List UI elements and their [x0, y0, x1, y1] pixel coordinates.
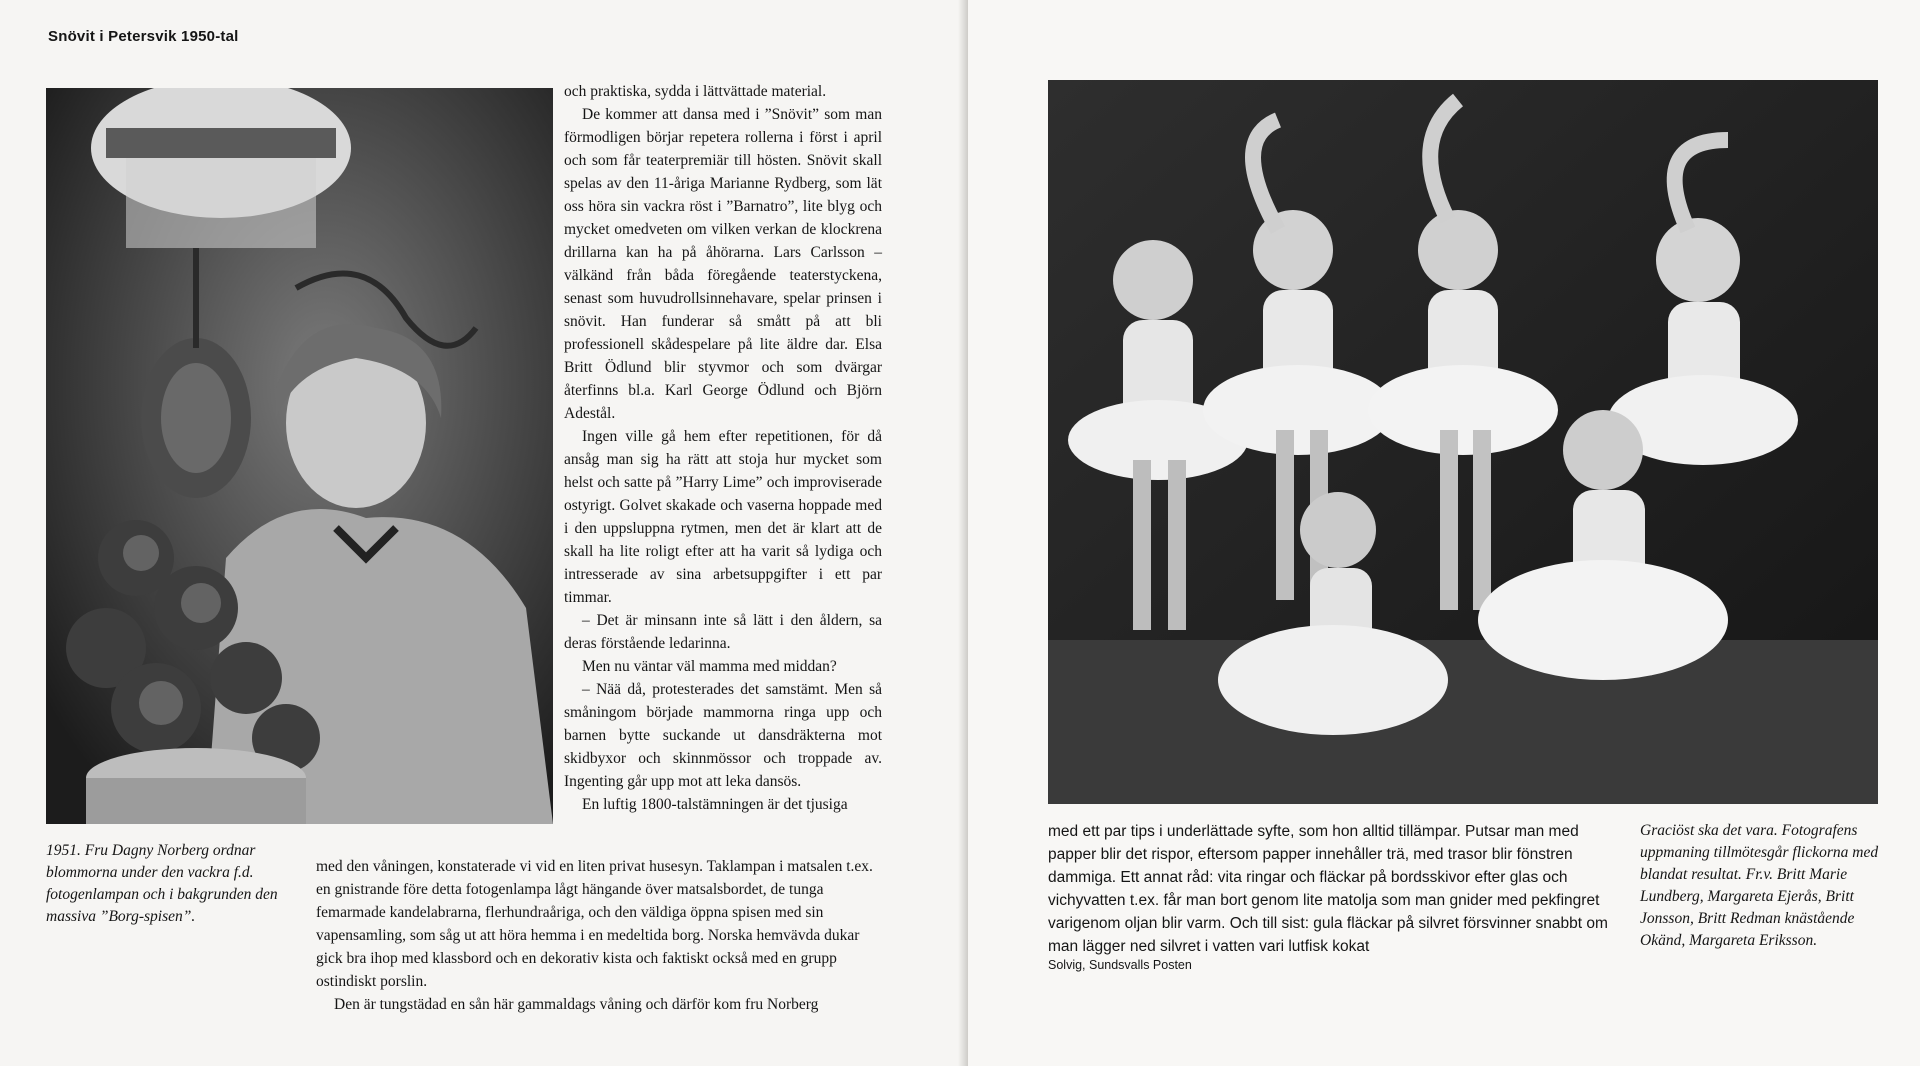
author-signature: Solvig, Sundsvalls Posten: [1048, 958, 1192, 972]
bottom-column: [316, 855, 884, 1016]
body-paragraph: Ingen ville gå hem efter repetitionen, för då ansåg man sig ha rätt att stoja hur mycket som helst och satte på ”Harry Lime” och improviserade ostyrigt. Golvet skakade och vaserna hoppade med i den uppsluppna rytmen, men det är klart att de skall ha lite roligt efter att ha varit så lydiga och intresserade av sina arbetsuppgifter i ett par timmar.: [564, 428, 882, 606]
right-photo-caption: Graciöst ska det vara. Fotografens uppmaning tillmötesgår flickorna med blandat resultat. Fr.v. Britt Marie Lundberg, Margareta Ejerås, Britt Jonsson, Britt Redman knästående Okänd, Margareta Eriksson.: [1640, 822, 1879, 949]
body-paragraph: och praktiska, sydda i lättvättade material.: [564, 83, 827, 100]
right-column: [1048, 820, 1612, 958]
body-paragraph: med den våningen, konstaterade vi vid en liten privat husesyn. Taklampan i matsalen t.ex. en gnistrande före detta fotogenlampa lågt hängande över matsalsbordet, de tunga femarmade kandelabrarna, flerhundraåriga, och den väldiga öppna spisen med sin vapensamling, som såg ut att höra hemma i en medeltida borg. Norska hemvävda dukar gick bra ihop med klassbord och en dekorativ kista och faktiskt också med en grupp ostindiskt porslin.: [316, 858, 873, 990]
body-paragraph: Den är tungstädad en sån här gammaldags våning och därför kom fru Norberg: [334, 996, 819, 1013]
body-paragraph: En luftig 1800-talstämningen är det tjusiga: [582, 796, 848, 813]
ballet-photo-icon: [1048, 80, 1878, 804]
portrait-photo-icon: [46, 88, 553, 824]
body-paragraph: – Det är minsann inte så lätt i den åldern, sa deras förstående ledarinna.: [564, 612, 882, 652]
body-column: [564, 80, 882, 816]
left-photo-caption: 1951. Fru Dagny Norberg ordnar blommorna under den vackra f.d. fotogenlampan och i bakgrunden den massiva ”Borg-spisen”.: [46, 842, 278, 925]
body-paragraph: De kommer att dansa med i ”Snövit” som man förmodligen börjar repetera rollerna i först i april och som får teaterpremiär till hösten. Snövit skall spelas av den 11-åriga Marianne Rydberg, som lät oss höra sin vackra röst i ”Barnatro”, lite blyg och mycket omedveten om vilken verkan de klockrena drillarna kan ha på åhörarna. Lars Carlsson – välkänd från båda föregående teaterstyckena, senast som huvudrollsinnehavare, spelar prinsen i snövit. Han funderar så smått på att bli professionell skådespelare på lite äldre dar. Elsa Britt Ödlund blir styvmor och som dvärgar återfinns bl.a. Karl George Ödlund och Björn Adestål.: [564, 106, 882, 422]
body-paragraph: Men nu väntar väl mamma med middan?: [582, 658, 837, 675]
running-title: Snövit i Petersvik 1950-tal: [48, 28, 239, 45]
right-body-text: med ett par tips i underlättade syfte, som hon alltid tillämpar. Putsar man med papper blir det rispor, eftersom papper innehåller trä, med trasor blir fönstren dammiga. Ett annat råd: vita ringar och fläckar på bordsskivor efter glas och vichyvatten t.ex. får man bort genom lite matolja som man gnider med pekfingret varigenom oljan blir varm. Och till sist: gula fläckar på silvret försvinner snabbt om man lägger ned silvret i vatten vari lutfisk kokat: [1048, 823, 1608, 955]
body-paragraph: – Nää då, protesterades det samstämt. Men så småningom började mammorna ringa upp och barnen bytte suckande ut dansdräkterna mot skidbyxor och skinnmössor och troppade av. Ingenting går upp mot att leka dansös.: [564, 681, 882, 790]
